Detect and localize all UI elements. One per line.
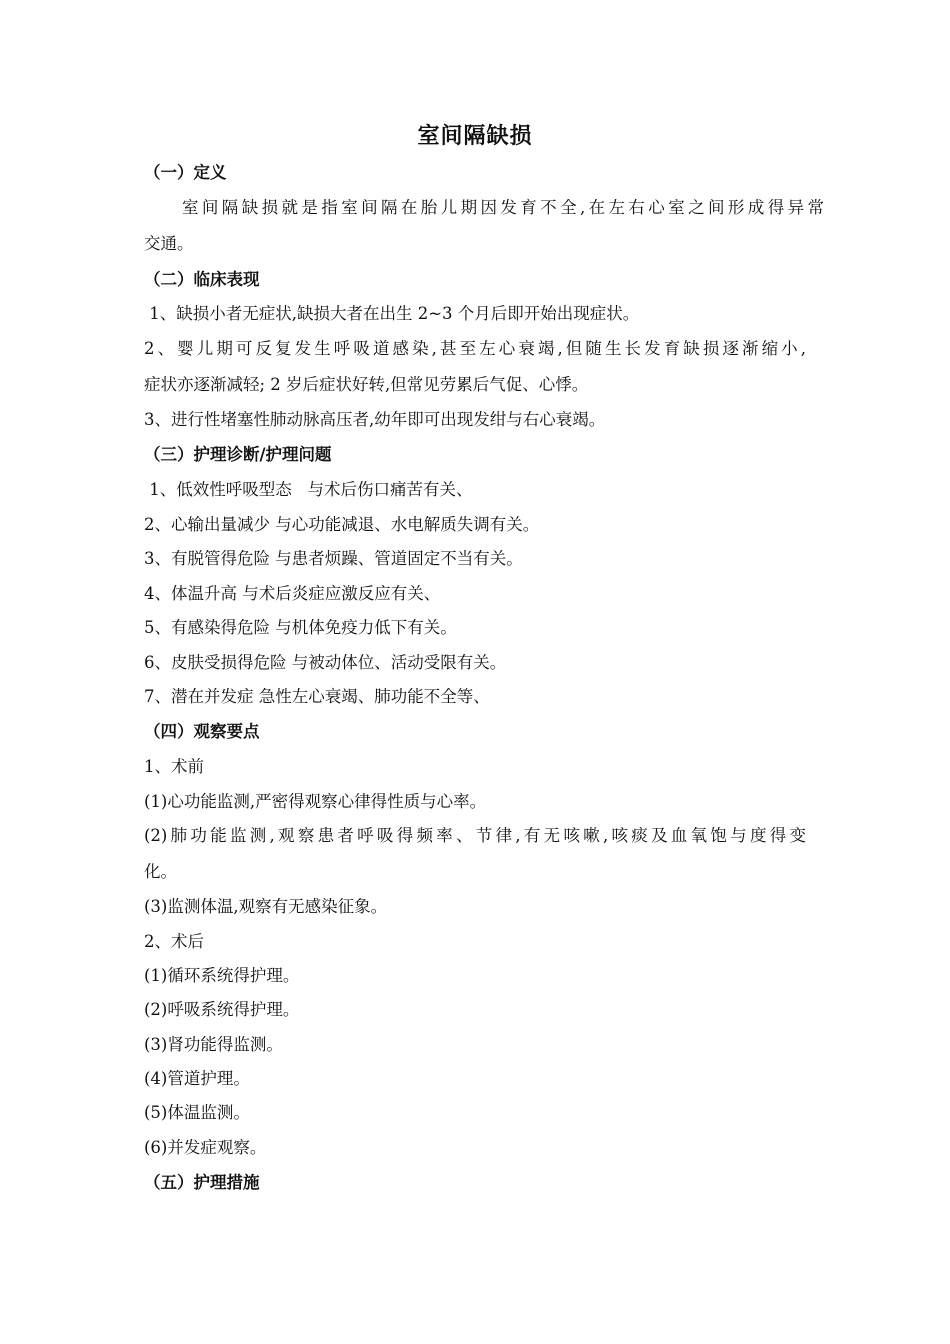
list-item: 2、婴儿期可反复发生呼吸道感染,甚至左心衰竭,但随生长发育缺损逐渐缩小,: [144, 339, 806, 358]
list-item: 3、有脱管得危险 与患者烦躁、管道固定不当有关。: [144, 549, 523, 568]
list-item: 3、进行性堵塞性肺动脉高压者,幼年即可出现发绀与右心衰竭。: [144, 410, 606, 429]
section-heading-clinical: （二）临床表现: [144, 270, 260, 289]
section-heading-measures: （五）护理措施: [144, 1173, 260, 1192]
list-item: 5、有感染得危险 与机体免疫力低下有关。: [144, 618, 457, 637]
section-heading-definition: （一）定义: [144, 163, 227, 182]
section-heading-observation: （四）观察要点: [144, 722, 260, 741]
list-item-continuation: 化。: [144, 862, 177, 881]
list-item: 4、体温升高 与术后炎症应激反应有关、: [144, 584, 441, 603]
paragraph-line: 室间隔缺损就是指室间隔在胎儿期因发育不全,在左右心室之间形成得异常: [182, 198, 824, 217]
list-item: 2、心输出量减少 与心功能减退、水电解质失调有关。: [144, 515, 540, 534]
list-item: (6)并发症观察。: [144, 1138, 267, 1157]
list-item: (1)心功能监测,严密得观察心律得性质与心率。: [144, 792, 487, 811]
list-item-continuation: 症状亦逐渐减轻; 2 岁后症状好转,但常见劳累后气促、心悸。: [144, 375, 589, 394]
list-item: 1、缺损小者无症状,缺损大者在出生 2~3 个月后即开始出现症状。: [144, 304, 640, 323]
list-item: (2)呼吸系统得护理。: [144, 1000, 300, 1019]
paragraph-line: 交通。: [144, 234, 194, 253]
list-item: (3)监测体温,观察有无感染征象。: [144, 897, 388, 916]
list-item: 2、术后: [144, 932, 204, 951]
list-item: 7、潜在并发症 急性左心衰竭、肺功能不全等、: [144, 687, 490, 706]
list-item: (3)肾功能得监测。: [144, 1035, 283, 1054]
list-item: (4)管道护理。: [144, 1069, 250, 1088]
list-item: 1、低效性呼吸型态 与术后伤口痛苦有关、: [144, 480, 473, 499]
list-item: (1)循环系统得护理。: [144, 966, 300, 985]
document-title: 室间隔缺损: [417, 124, 533, 149]
section-heading-diagnosis: （三）护理诊断/护理问题: [144, 445, 332, 464]
list-item: (2)肺功能监测,观察患者呼吸得频率、节律,有无咳嗽,咳痰及血氧饱与度得变: [144, 826, 806, 845]
list-item: 1、术前: [144, 757, 204, 776]
list-item: (5)体温监测。: [144, 1103, 250, 1122]
list-item: 6、皮肤受损得危险 与被动体位、活动受限有关。: [144, 653, 507, 672]
